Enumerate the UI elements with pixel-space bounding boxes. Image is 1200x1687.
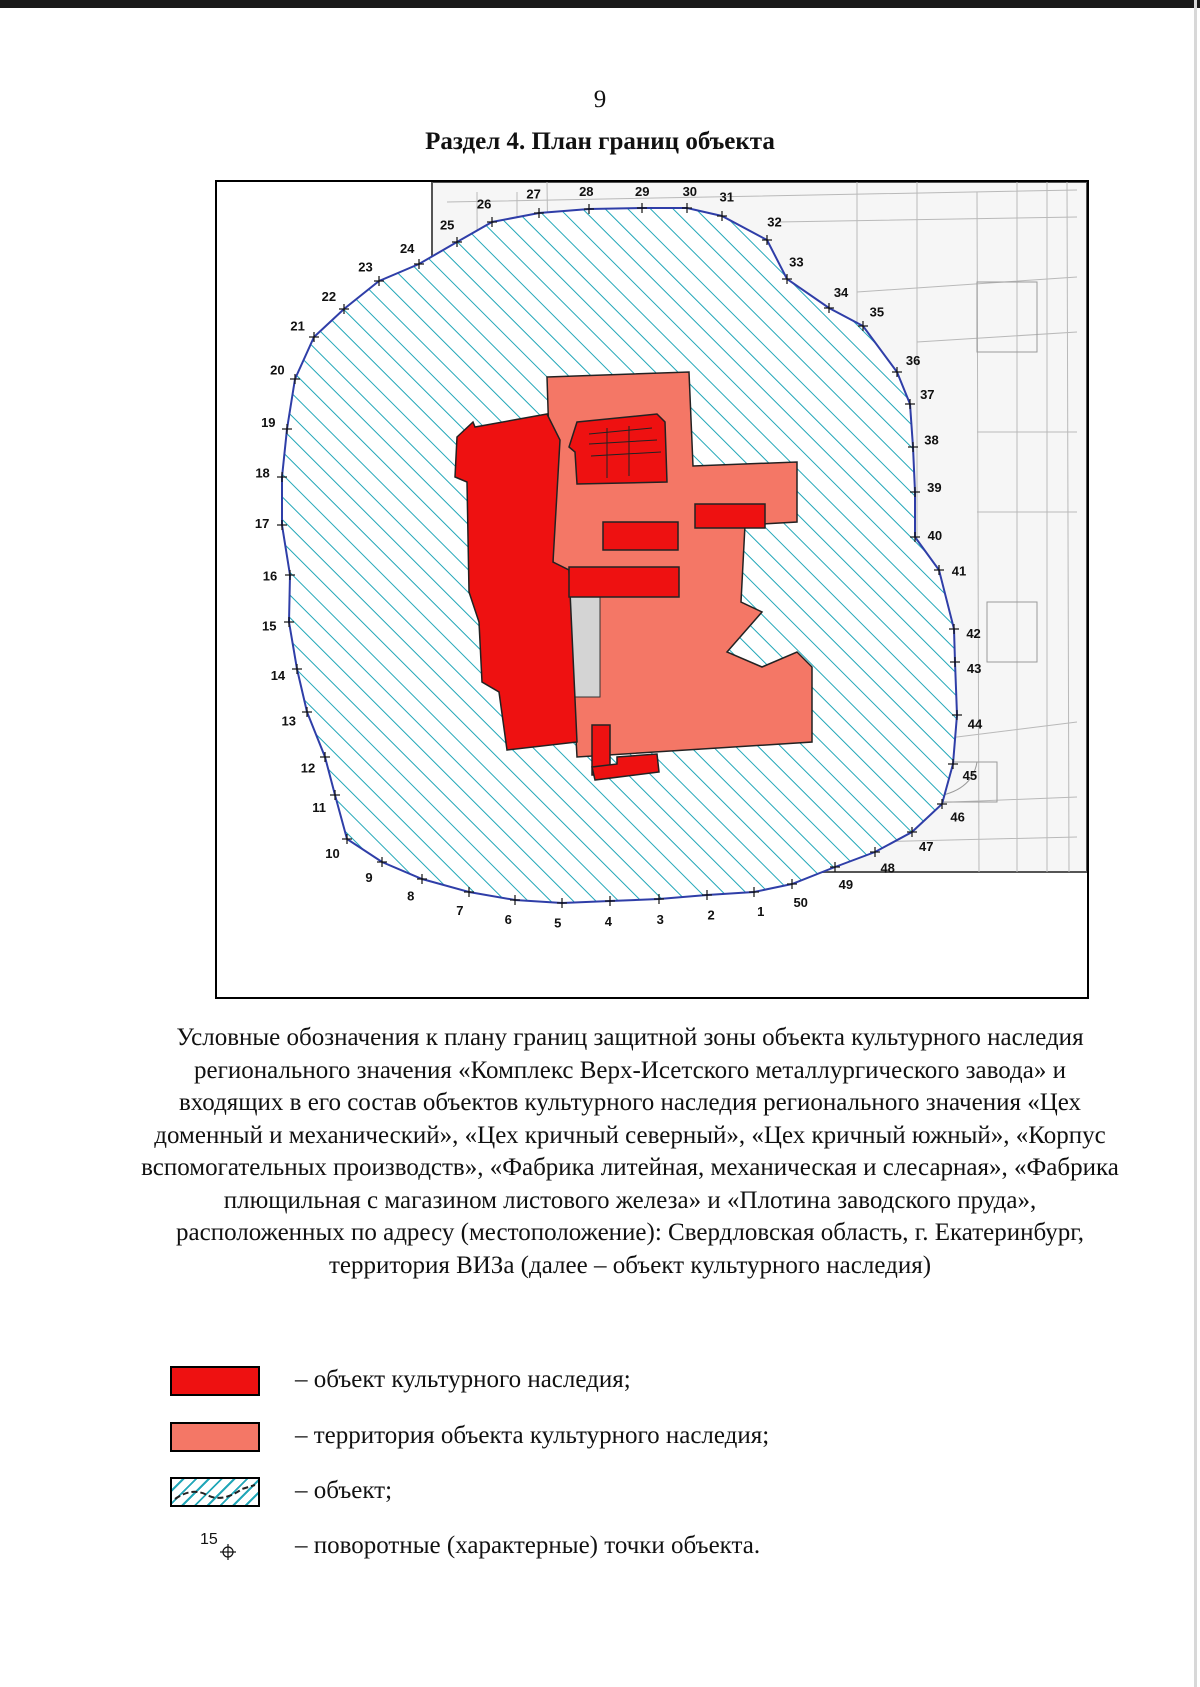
heritage-building-north xyxy=(569,414,667,484)
legend-point-sample xyxy=(200,1530,260,1566)
turning-point-label: 8 xyxy=(407,888,415,904)
turning-point-label: 12 xyxy=(300,760,316,776)
turning-point-label: 21 xyxy=(290,318,305,334)
turning-point-1 xyxy=(749,887,764,919)
turning-point-label: 20 xyxy=(270,362,285,378)
turning-point-label: 18 xyxy=(255,465,270,481)
turning-point-label: 1 xyxy=(757,903,765,919)
turning-point-label: 6 xyxy=(504,911,512,927)
turning-point-label: 38 xyxy=(924,432,939,448)
turning-point-label: 25 xyxy=(439,217,455,233)
turning-point-label: 16 xyxy=(262,568,278,584)
turning-point-3 xyxy=(654,894,664,927)
turning-point-7 xyxy=(456,887,474,918)
legend-label-zone: – объект; xyxy=(295,1477,393,1504)
turning-point-label: 23 xyxy=(358,259,373,275)
legend-swatch-territory xyxy=(170,1422,260,1452)
turning-point-label: 14 xyxy=(270,668,286,684)
boundary-plan-map xyxy=(215,180,1089,999)
top-border-rule xyxy=(0,0,1200,8)
page-number: 9 xyxy=(593,86,607,113)
legend-label-territory: – территория объекта культурного наследия; xyxy=(295,1422,770,1449)
turning-point-label: 7 xyxy=(456,902,464,918)
turning-point-label: 41 xyxy=(951,563,967,579)
legend-swatch-hatched-zone xyxy=(170,1477,260,1507)
turning-point-label: 48 xyxy=(880,860,895,876)
section-title: Раздел 4. План границ объекта xyxy=(425,128,775,155)
turning-point-label: 28 xyxy=(579,184,594,199)
turning-point-label: 26 xyxy=(476,196,492,212)
turning-point-label: 11 xyxy=(312,800,327,816)
turning-point-label: 34 xyxy=(833,285,849,301)
turning-point-label: 49 xyxy=(838,876,854,892)
legend-label-turning-point: – поворотные (характерные) точки объекта. xyxy=(295,1532,761,1559)
map-canvas xyxy=(217,182,1087,997)
turning-point-label: 37 xyxy=(920,386,935,402)
turning-point-19 xyxy=(261,415,292,434)
turning-point-label: 22 xyxy=(321,288,337,304)
turning-point-label: 27 xyxy=(526,186,541,202)
turning-point-label: 29 xyxy=(635,184,650,199)
turning-point-label: 35 xyxy=(869,304,885,320)
legend-label-object: – объект культурного наследия; xyxy=(295,1366,631,1393)
turning-point-label: 4 xyxy=(604,913,613,929)
turning-point-label: 32 xyxy=(767,214,782,230)
right-border-rule xyxy=(1194,0,1197,1687)
turning-point-label: 42 xyxy=(966,626,981,642)
legend-point-number: 15 xyxy=(200,1531,218,1548)
turning-point-label: 46 xyxy=(950,809,965,825)
turning-point-20 xyxy=(270,363,300,384)
turning-point-label: 10 xyxy=(325,845,340,861)
turning-point-label: 44 xyxy=(967,716,983,732)
turning-point-label: 5 xyxy=(554,915,562,931)
turning-point-label: 47 xyxy=(919,839,934,855)
heritage-building-east xyxy=(695,504,765,528)
turning-point-label: 30 xyxy=(682,184,698,199)
turning-point-label: 3 xyxy=(656,911,664,927)
turning-point-label: 33 xyxy=(789,254,804,270)
turning-point-label: 24 xyxy=(399,240,415,256)
turning-point-label: 45 xyxy=(962,767,978,783)
turning-point-15 xyxy=(262,617,294,633)
turning-point-label: 43 xyxy=(966,660,982,676)
turning-point-50 xyxy=(787,879,808,910)
turning-point-8 xyxy=(407,874,427,904)
turning-point-14 xyxy=(271,664,302,683)
turning-point-label: 39 xyxy=(927,480,942,496)
legend-swatch-object xyxy=(170,1366,260,1396)
turning-point-label: 31 xyxy=(719,189,735,205)
turning-point-label: 40 xyxy=(927,528,943,544)
turning-point-label: 36 xyxy=(905,353,921,369)
turning-point-6 xyxy=(505,895,520,927)
turning-point-label: 17 xyxy=(254,515,270,531)
turning-point-label: 15 xyxy=(262,618,277,634)
turning-point-4 xyxy=(605,896,615,929)
heritage-building-middle xyxy=(569,567,679,597)
heritage-building-center xyxy=(603,522,678,550)
turning-point-13 xyxy=(282,707,312,728)
legend-heading: Условные обозначения к плану границ защитной зоны объекта культурного наследия регионального значения «Комплекс Верх-Исетского металлургического завода» и входящих в его состав объектов культурного наследия регионального значения «Цех доменный и механический», «Цех кричный северный», «Цех кричный южный», «Корпус вспомогательных производств», «Фабрика литейная, механическая и слесарная», «Фабрика плющильная с магазином листового железа» и «Плотина заводского пруда», расположенных по адресу (местоположение): Свердловская область, г. Екатеринбург, территория ВИЗа (далее – объект культурного наследия) xyxy=(141,1024,1119,1279)
turning-point-label: 50 xyxy=(793,895,808,911)
turning-point-label: 13 xyxy=(281,713,297,729)
turning-point-label: 19 xyxy=(261,414,276,430)
turning-point-label: 9 xyxy=(365,870,373,886)
turning-point-label: 2 xyxy=(707,907,715,923)
